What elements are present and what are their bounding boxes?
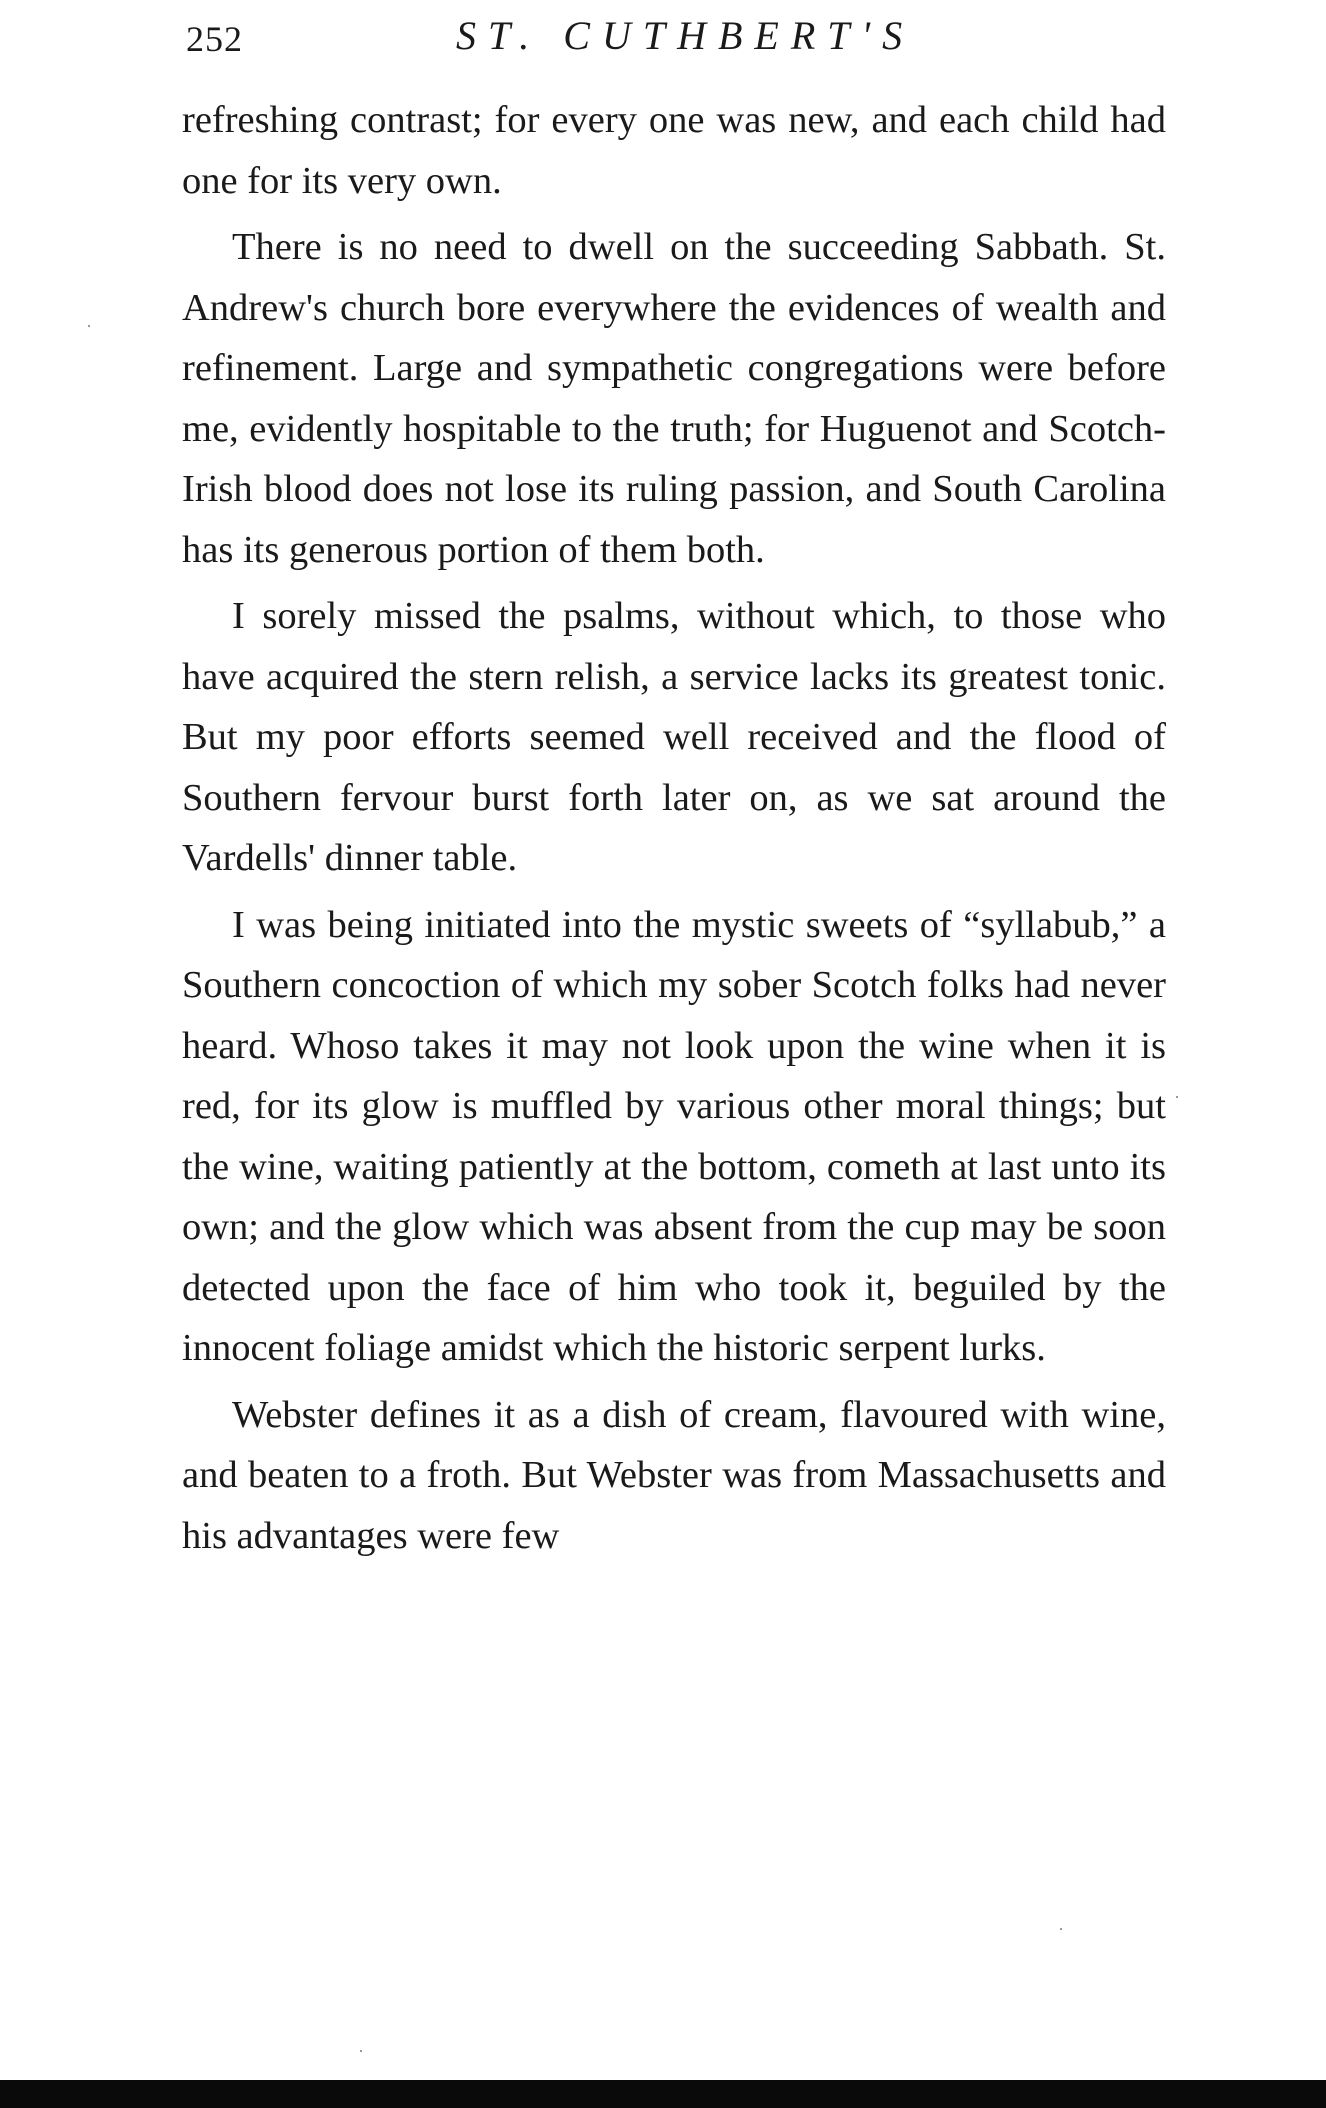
body-text: [182, 90, 1166, 1572]
page-number: 252: [186, 19, 243, 59]
running-title: ST. CUTHBERT'S: [456, 13, 915, 58]
bottom-scan-border: [0, 2080, 1326, 2108]
paragraph-1: refreshing contrast; for every one was new, and each child had one for its very own.: [182, 99, 1166, 202]
paper-speck: [88, 325, 90, 327]
paragraph-4: I was being initiated into the mystic sweets of “syllabub,” a Southern concoction of which my sober Scotch folks had never heard. Whoso takes it may not look upon the wine when it is red, for its glow is muffled by various other moral things; but the wine, waiting patiently at the bottom, cometh at last unto its own; and the glow which was absent from the cup may be soon detected upon the face of him who took it, beguiled by the innocent foliage amidst which the historic serpent lurks.: [182, 903, 1166, 1369]
paper-speck: [1176, 1096, 1178, 1098]
paragraph-5: Webster defines it as a dish of cream, flavoured with wine, and beaten to a froth. But Webster was from Massachusetts and his advantages were few: [182, 1393, 1166, 1557]
paper-speck: [360, 2050, 362, 2052]
paper-speck: [1060, 1928, 1062, 1930]
paragraph-3: I sorely missed the psalms, without which, to those who have acquired the stern relish, a service lacks its greatest tonic. But my poor efforts seemed well received and the flood of Southern fervour burst forth later on, as we sat around the Vardells' dinner table.: [182, 595, 1166, 879]
running-head: [186, 12, 1166, 68]
paragraph-2: There is no need to dwell on the succeeding Sabbath. St. Andrew's church bore everywhere the evidences of wealth and refinement. Large and sympathetic congregations were before me, evidently hospitable to the truth; for Huguenot and Scotch-Irish blood does not lose its ruling passion, and South Carolina has its generous portion of them both.: [182, 226, 1166, 571]
